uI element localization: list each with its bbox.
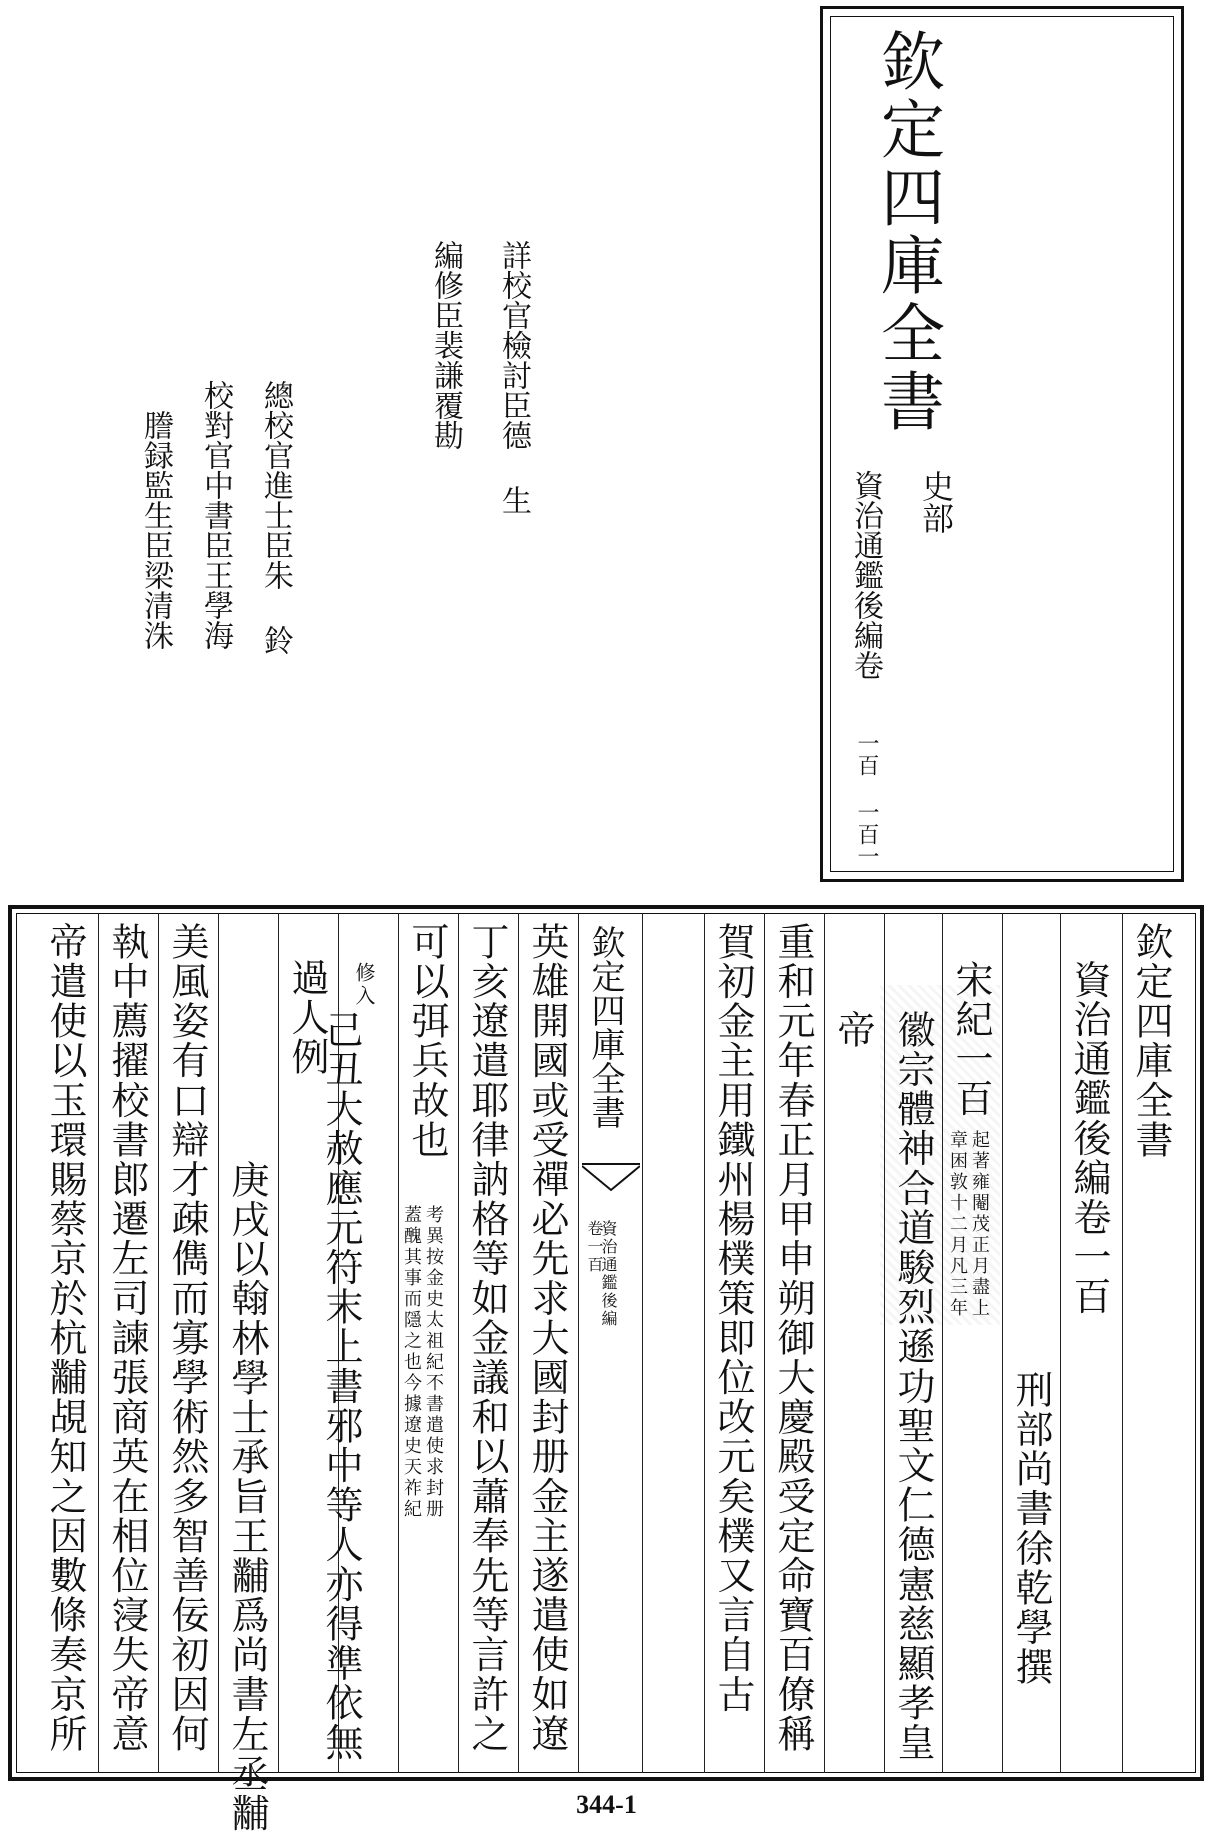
column-rule [278, 913, 279, 1773]
chronicle-note: 起著雍閹茂正月盡上 [969, 1130, 990, 1319]
column-rule [218, 913, 219, 1773]
copyist: 謄録監生臣梁清洙 [138, 410, 173, 650]
column-rule [764, 913, 765, 1773]
text-column: 可以弭兵故也 [405, 922, 449, 1160]
page-header: 欽定四庫全書 [1129, 922, 1173, 1160]
page-number: 344-1 [576, 1790, 637, 1819]
column-rule [704, 913, 705, 1773]
text-column: 丁亥遼遣耶律訥格等如金議和以蕭奉先等言許之 [465, 922, 509, 1754]
margin-book-title: 資治通鑑後編 [599, 1220, 618, 1328]
column-rule [1002, 913, 1003, 1773]
column-rule [1122, 913, 1123, 1773]
column-rule [518, 913, 519, 1773]
text-column: 賀初金主用鐵州楊樸策即位改元矣樸又言自古 [711, 922, 755, 1714]
text-column: 執中薦擢校書郎遷左司諫張商英在相位寖失帝意 [105, 922, 149, 1754]
cover-section: 史部 [917, 470, 955, 534]
margin-title: 欽定四庫全書 [585, 925, 625, 1129]
fish-tail-mark [582, 1162, 640, 1194]
column-rule [1060, 913, 1061, 1773]
cover-title: 欽定四庫全書 [870, 28, 944, 436]
kaoyi-note: 考異按金史太祖紀不書遣使求封册 [423, 1205, 444, 1520]
xiu-ru-note: 修入 [352, 962, 376, 1008]
text-column: 英雄開國或受禪必先求大國封册金主遂遣使如遼 [525, 922, 569, 1754]
emperor-title: 徽宗體神合道駿烈遜功聖文仁德憲慈顯孝皇 [891, 1010, 935, 1763]
kaoyi-note: 蓋醜其事而隱之也今據遼史天祚紀 [401, 1205, 422, 1520]
text-column: 庚戌以翰林學士承旨王黼爲尚書左丞黼 [225, 1160, 269, 1833]
chronicle-note: 章困敦十二月凡三年 [947, 1130, 968, 1319]
column-rule [398, 913, 399, 1773]
text-column: 己丑大赦應元符末上書邪中等人亦得準依無 [319, 1010, 363, 1763]
column-rule [458, 913, 459, 1773]
column-rule [642, 913, 643, 1773]
cover-book-title: 資治通鑑後編卷 [848, 470, 883, 680]
text-column: 美風姿有口辯才疎儁而寡學術然多智善佞初因何 [165, 922, 209, 1754]
column-rule [98, 913, 99, 1773]
column-rule [158, 913, 159, 1773]
margin-volume: 卷一百 [585, 1220, 604, 1274]
column-rule [884, 913, 885, 1773]
book-title: 資治通鑑後編卷一百 [1067, 960, 1111, 1317]
proofreader: 校對官中書臣王學海 [198, 380, 233, 650]
cover-volumes: 一百 一百一 [854, 732, 879, 867]
column-rule [824, 913, 825, 1773]
emperor: 帝 [831, 1010, 875, 1050]
detailed-checker: 詳校官檢討臣德 生 [496, 240, 531, 515]
column-rule [942, 913, 943, 1773]
text-column: 過人例 [285, 958, 329, 1077]
text-column: 重和元年春正月甲申朔御大慶殿受定命寶百僚稱 [771, 922, 815, 1754]
text-column: 帝遣使以玉環賜蔡京於杭黼覘知之因數條奏京所 [43, 922, 87, 1754]
chronicle-heading: 宋紀一百 [949, 960, 993, 1119]
compiler-line: 刑部尚書徐乾學撰 [1009, 1370, 1053, 1687]
chief-proofreader: 總校官進士臣朱 鈴 [258, 380, 293, 655]
compiler-credit: 編修臣裴謙覆勘 [428, 240, 463, 450]
